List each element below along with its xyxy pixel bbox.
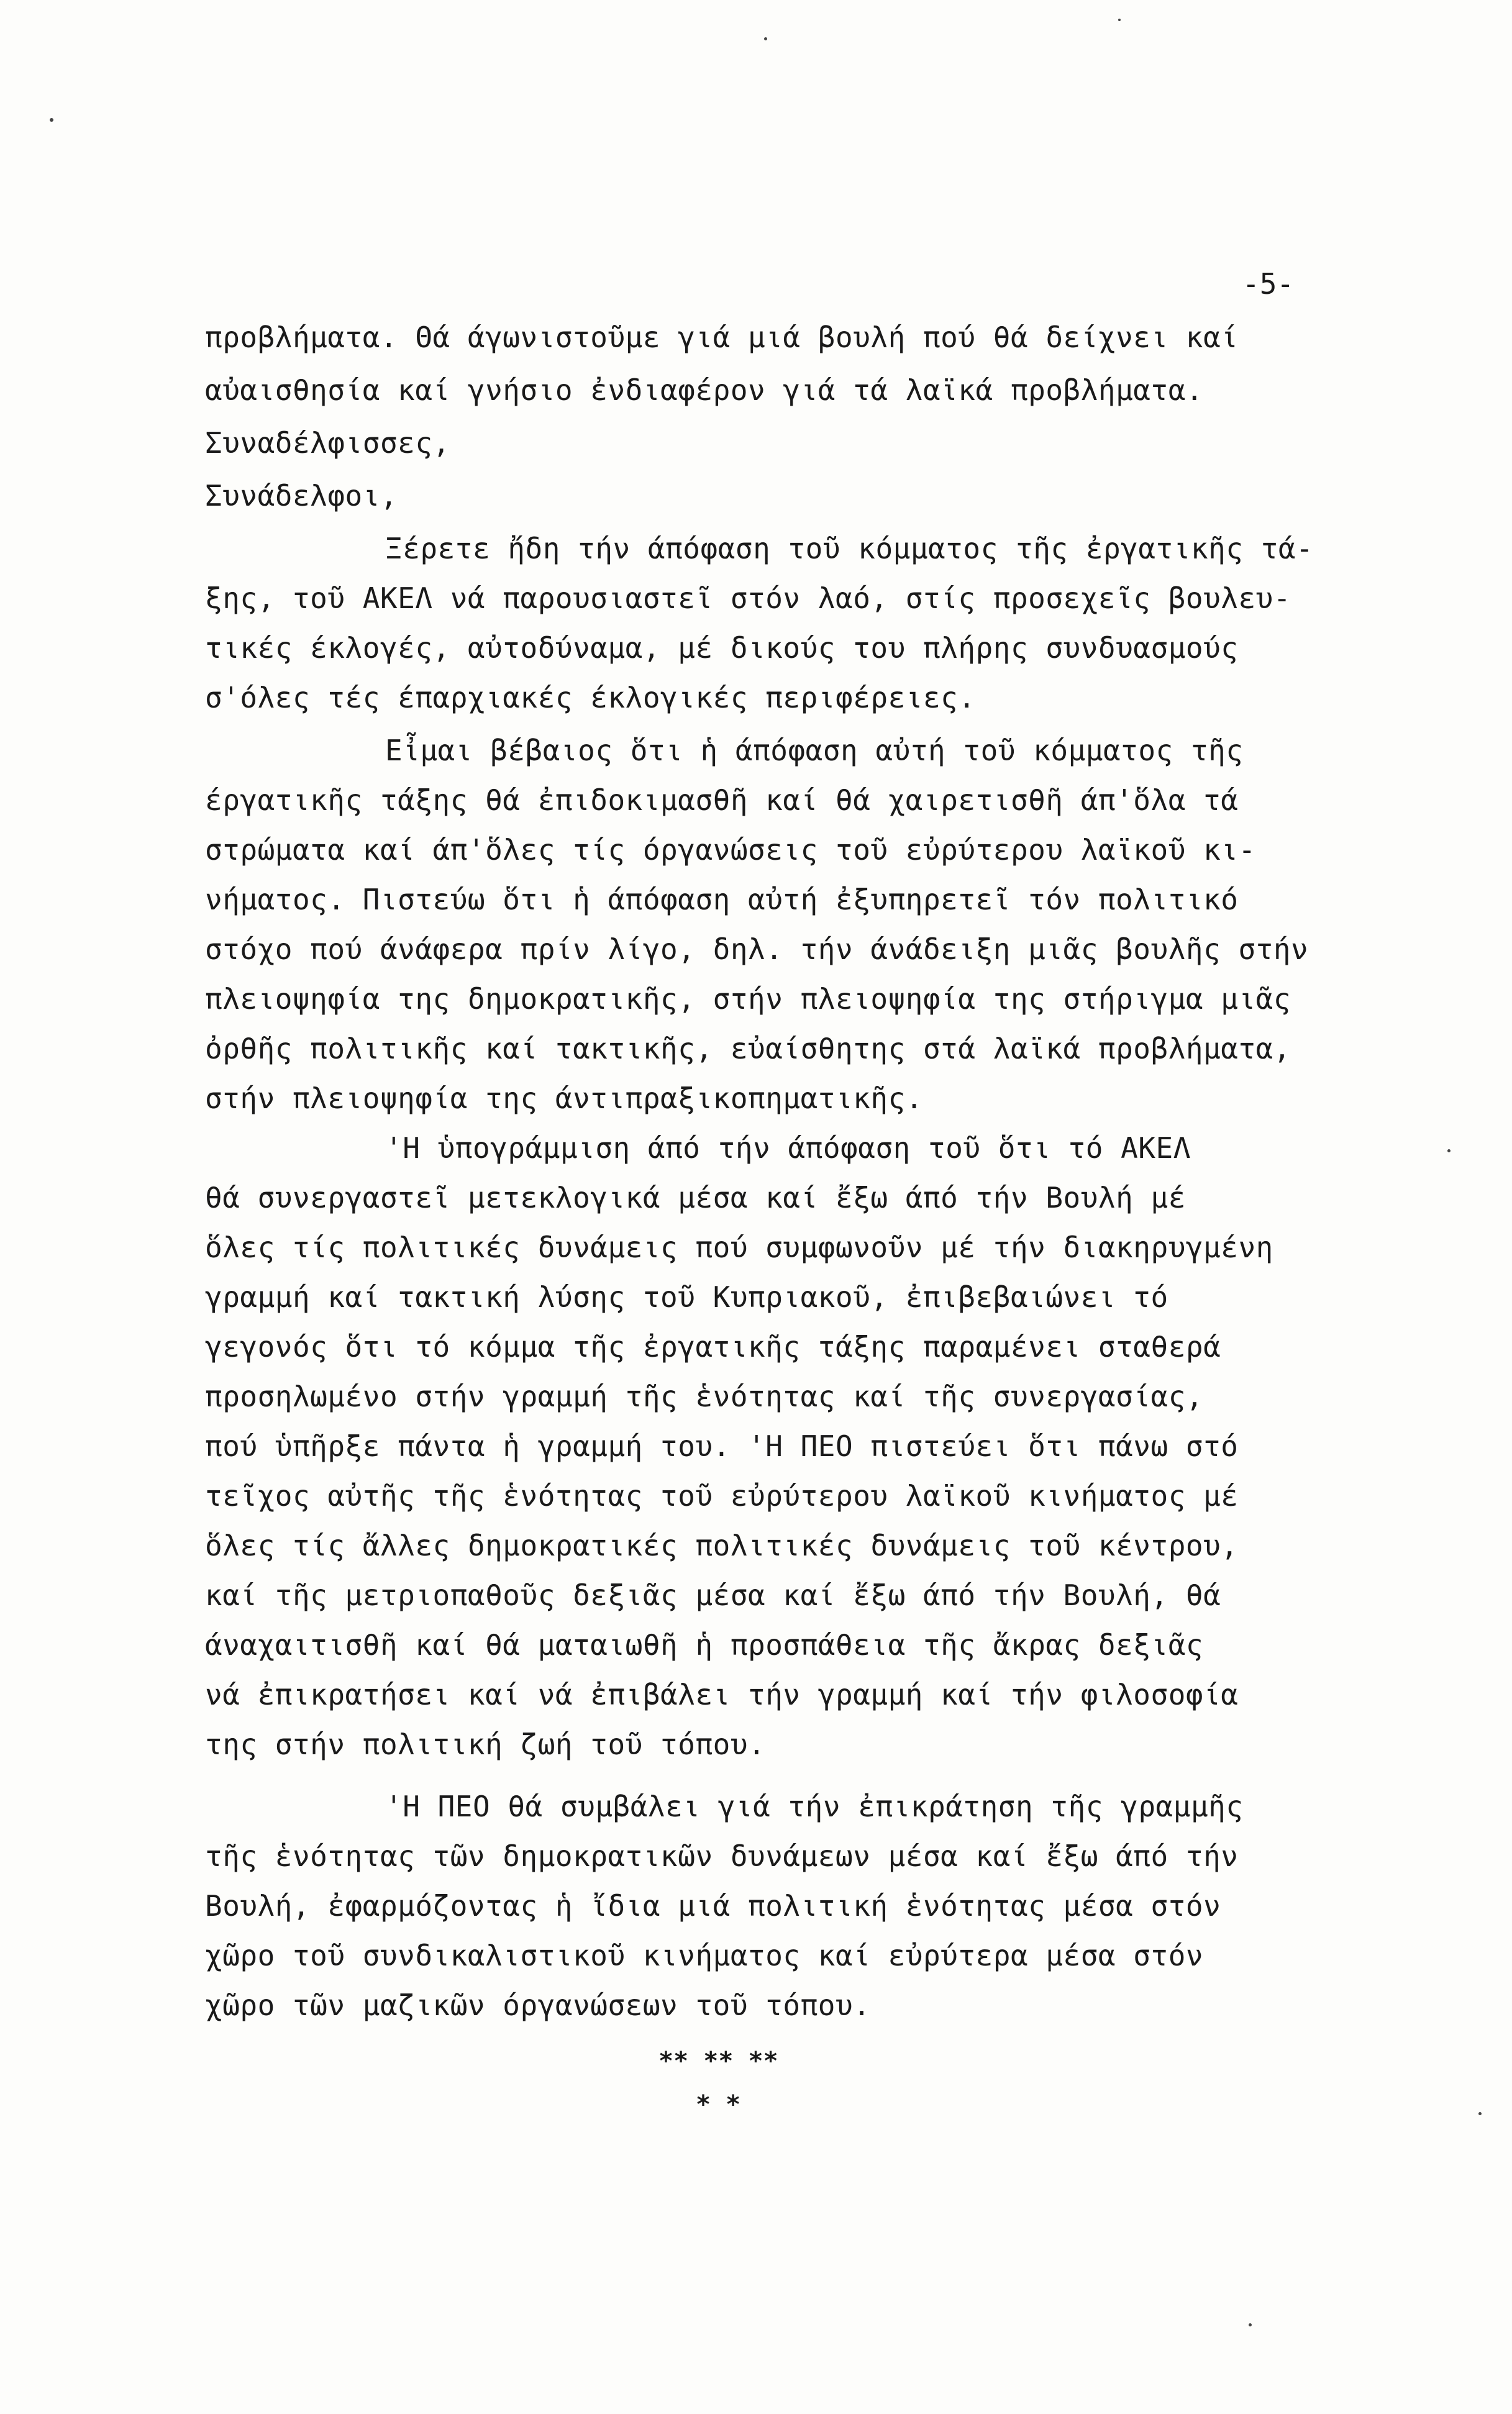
text-line: πού ὑπῆρξε πάντα ἡ γραμμή του. 'Η ΠΕΟ πιστεύει ὅτι πάνω στό xyxy=(205,1429,1239,1463)
text-line: στόχο πού άνάφερα πρίν λίγο, δηλ. τήν άνάδειξη μιᾶς βουλῆς στήν xyxy=(205,932,1309,966)
separator-stars: ** ** ** xyxy=(658,2047,778,2075)
paragraph-start: Εἶμαι βέβαιος ὅτι ἡ άπόφαση αὐτή τοῦ κόμματος τῆς xyxy=(385,734,1244,767)
text-line: ξης, τοῦ ΑΚΕΛ νά παρουσιαστεῖ στόν λαό, στίς προσεχεῖς βουλευ- xyxy=(205,581,1291,615)
text-line: ὅλες τίς ἄλλες δημοκρατικές πολιτικές δυνάμεις τοῦ κέντρου, xyxy=(205,1529,1239,1562)
text-line: χῶρο τῶν μαζικῶν όργανώσεων τοῦ τόπου. xyxy=(205,1988,871,2022)
salutation-line: Συνάδελφοι, xyxy=(205,479,398,512)
text-line: τεῖχος αὐτῆς τῆς ἑνότητας τοῦ εὐρύτερου λαϊκοῦ κινήματος μέ xyxy=(205,1479,1239,1513)
scan-speck xyxy=(50,118,53,122)
separator-stars: * * xyxy=(696,2090,741,2119)
text-line: τικές έκλογές, αὐτοδύναμα, μέ δικούς του πλήρης συνδυασμούς xyxy=(205,631,1239,665)
text-line: της στήν πολιτική ζωή τοῦ τόπου. xyxy=(205,1728,766,1761)
text-line: σ'όλες τές έπαρχιακές έκλογικές περιφέρειες. xyxy=(205,681,976,714)
text-line: έργατικῆς τάξης θά ἐπιδοκιμασθῆ καί θά χαιρετισθῆ άπ'ὅλα τά xyxy=(205,783,1239,817)
text-line: νά ἐπικρατήσει καί νά ἐπιβάλει τήν γραμμή καί τήν φιλοσοφία xyxy=(205,1678,1239,1711)
text-line: νήματος. Πιστεύω ὅτι ἡ άπόφαση αὐτή ἐξυπηρετεῖ τόν πολιτικό xyxy=(205,883,1239,916)
paragraph-start: Ξέρετε ἤδη τήν άπόφαση τοῦ κόμματος τῆς ἐργατικῆς τά- xyxy=(385,532,1314,565)
text-line: ὀρθῆς πολιτικῆς καί τακτικῆς, εὐαίσθητης στά λαϊκά προβλήματα, xyxy=(205,1032,1291,1065)
paragraph-start: 'Η ΠΕΟ θά συμβάλει γιά τήν ἐπικράτηση τῆς γραμμῆς xyxy=(385,1790,1244,1823)
text-line: Βουλή, ἐφαρμόζοντας ἡ ἴδια μιά πολιτική ἑνότητας μέσα στόν xyxy=(205,1889,1221,1923)
text-line: γεγονός ὅτι τό κόμμα τῆς ἐργατικῆς τάξης παραμένει σταθερά xyxy=(205,1330,1221,1364)
scan-speck xyxy=(764,37,767,40)
page-number: -5- xyxy=(1242,267,1295,301)
scan-speck xyxy=(1249,2323,1252,2326)
scan-speck xyxy=(1118,19,1121,21)
paragraph-start: 'Η ὑπογράμμιση άπό τήν άπόφαση τοῦ ὅτι τό ΑΚΕΛ xyxy=(385,1131,1191,1165)
text-line: τῆς ἑνότητας τῶν δημοκρατικῶν δυνάμεων μέσα καί ἔξω άπό τήν xyxy=(205,1839,1239,1873)
text-line: αὐαισθησία καί γνήσιο ἐνδιαφέρον γιά τά λαϊκά προβλήματα. xyxy=(205,373,1204,407)
text-line: γραμμή καί τακτική λύσης τοῦ Κυπριακοῦ, ἐπιβεβαιώνει τό xyxy=(205,1280,1168,1314)
text-line: στρώματα καί άπ'ὅλες τίς όργανώσεις τοῦ εὐρύτερου λαϊκοῦ κι- xyxy=(205,833,1256,867)
scan-speck xyxy=(1447,1149,1451,1152)
text-line: ὅλες τίς πολιτικές δυνάμεις πού συμφωνοῦν μέ τήν διακηρυγμένη xyxy=(205,1231,1273,1264)
text-line: άναχαιτισθῆ καί θά ματαιωθῆ ἡ προσπάθεια τῆς ἄκρας δεξιᾶς xyxy=(205,1628,1204,1662)
text-line: χῶρο τοῦ συνδικαλιστικοῦ κινήματος καί εὐρύτερα μέσα στόν xyxy=(205,1939,1204,1972)
text-line: προβλήματα. Θά άγωνιστοῦμε γιά μιά βουλή πού θά δείχνει καί xyxy=(205,321,1239,354)
text-line: στήν πλειοψηφία της άντιπραξικοπηματικῆς. xyxy=(205,1082,923,1115)
scan-speck xyxy=(1478,2112,1482,2115)
salutation-line: Συναδέλφισσες, xyxy=(205,426,450,460)
text-line: καί τῆς μετριοπαθοῦς δεξιᾶς μέσα καί ἔξω άπό τήν Βουλή, θά xyxy=(205,1578,1221,1612)
text-line: πλειοψηφία της δημοκρατικῆς, στήν πλειοψηφία της στήριγμα μιᾶς xyxy=(205,982,1291,1016)
text-line: θά συνεργαστεῖ μετεκλογικά μέσα καί ἔξω άπό τήν Βουλή μέ xyxy=(205,1181,1186,1214)
text-line: προσηλωμένο στήν γραμμή τῆς ἑνότητας καί τῆς συνεργασίας, xyxy=(205,1380,1204,1413)
